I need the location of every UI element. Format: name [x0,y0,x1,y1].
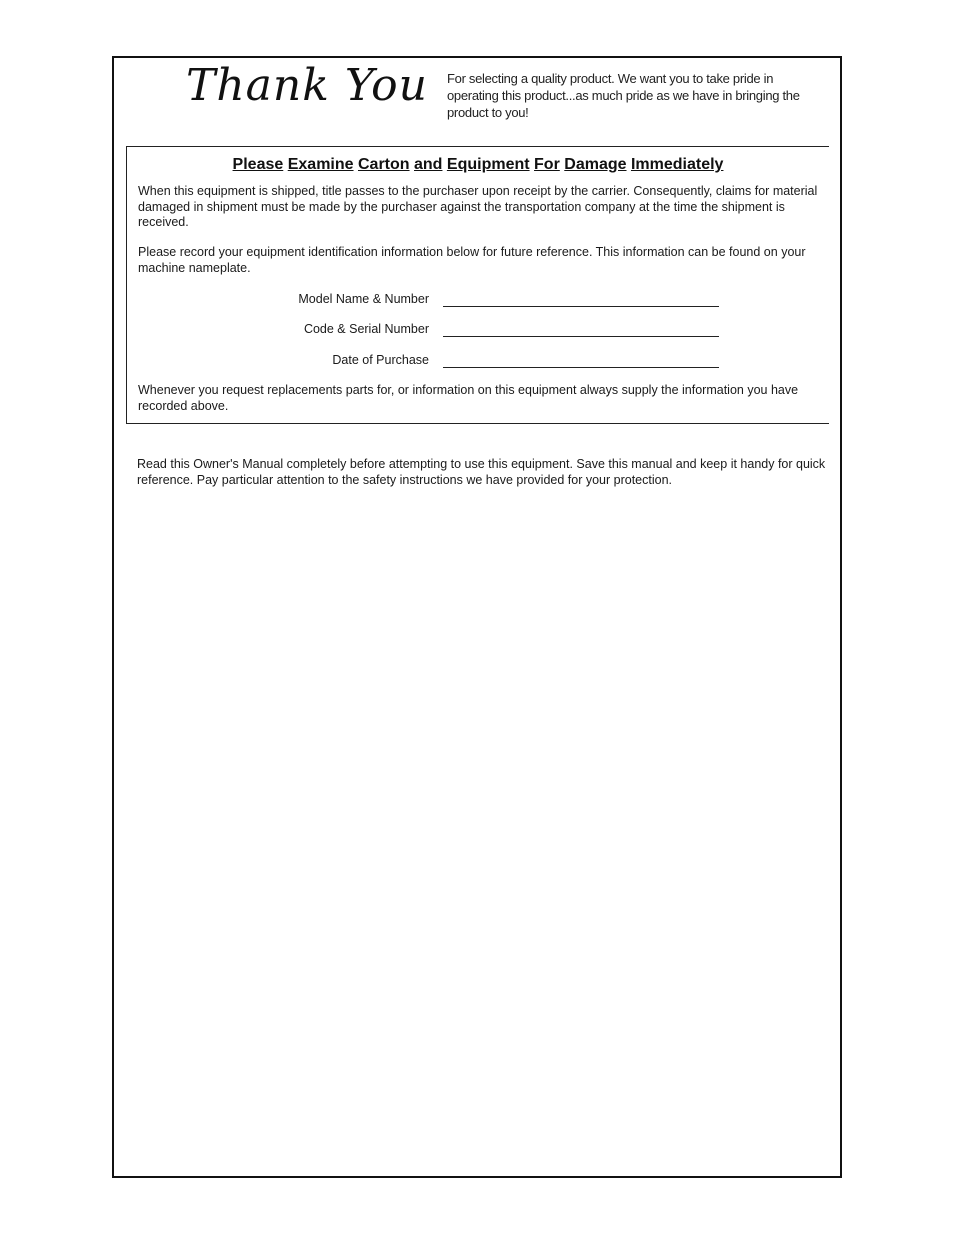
supply-info-paragraph: Whenever you request replacements parts for, or information on this equipment always supply the information you have recorded above. [138,383,799,413]
heading-word: and [414,156,443,173]
thank-you-title: Thank You [186,60,428,111]
heading-word: Please [232,156,284,173]
code-serial-number-label: Code & Serial Number [303,322,429,336]
model-name-number-row [127,292,829,310]
model-name-number-field[interactable] [443,306,719,307]
record-info-paragraph: Please record your equipment identification information below for future reference. This information can be found on your machine nameplate. [138,245,806,275]
heading-word: Examine [287,156,354,173]
code-serial-number-field[interactable] [443,336,719,337]
damage-notice-box [126,146,829,424]
shipping-claims-paragraph: When this equipment is shipped, title passes to the purchaser upon receipt by the carrier. Consequently, claims for material damaged in shipment must be made by the purchaser against the transportation company at the time the shipment is received. [138,184,818,229]
damage-notice-heading [127,156,829,174]
heading-word: For [534,156,560,173]
heading-word: Equipment [446,156,530,173]
code-serial-number-row [127,322,829,340]
thank-you-message: For selecting a quality product. We want you to take pride in operating this product...as much pride as we have in bringing the product to you! [447,71,800,120]
heading-word: Damage [564,156,627,173]
owners-manual-note: Read this Owner's Manual completely before attempting to use this equipment. Save this manual and keep it handy for quick reference. Pay particular attention to the safety instructions we have provided for your protection. [137,457,826,487]
date-of-purchase-label: Date of Purchase [332,353,429,367]
model-name-number-label: Model Name & Number [298,292,429,306]
heading-word: Immediately [630,156,724,173]
date-of-purchase-field[interactable] [443,367,719,368]
date-of-purchase-row [127,353,829,371]
heading-word: Carton [357,156,410,173]
